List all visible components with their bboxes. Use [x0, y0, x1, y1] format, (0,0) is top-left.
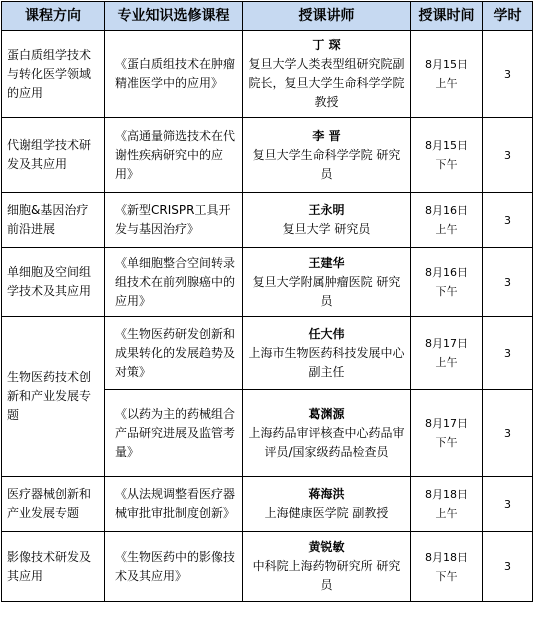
- time-cell: [411, 317, 483, 390]
- course-cell: 《以药为主的药械组合产品研究进展及监管考量》: [105, 390, 243, 477]
- period: 上午: [435, 77, 458, 90]
- lecturer-name: 任大伟: [308, 326, 345, 341]
- date: 8月18日: [425, 550, 468, 564]
- course-cell: 《从法规调整看医疗器械审批审批制度创新》: [105, 477, 243, 532]
- header-row: [2, 2, 533, 31]
- lecturer-name: 李 晋: [312, 128, 341, 143]
- lecturer-cell: [243, 118, 411, 193]
- lecturer-title: 复旦大学附属肿瘤医院 研究员: [252, 274, 401, 308]
- time-cell: [411, 477, 483, 532]
- course-cell: 《蛋白质组技术在肿瘤精准医学中的应用》: [105, 31, 243, 118]
- date: 8月18日: [425, 488, 468, 501]
- table-row: [2, 532, 533, 602]
- direction-cell: 影像技术研发及其应用: [2, 532, 105, 602]
- time-cell: [411, 532, 483, 602]
- header-time: 授课时间: [411, 2, 483, 31]
- date: 8月17日: [425, 417, 468, 430]
- course-cell: 《新型CRISPR工具开发与基因治疗》: [105, 193, 243, 248]
- table-row: [2, 248, 533, 317]
- course-cell: 《高通量筛选技术在代谢性疾病研究中的应用》: [105, 118, 243, 193]
- hours-cell: 3: [483, 477, 533, 532]
- hours-cell: 3: [483, 532, 533, 602]
- course-cell: 《生物医药研发创新和成果转化的发展趋势及对策》: [105, 317, 243, 390]
- hours-cell: 3: [483, 390, 533, 477]
- lecturer-name: 黄锐敏: [308, 540, 345, 554]
- lecturer-title: 复旦大学生命科学学院 研究员: [252, 147, 401, 181]
- time-cell: [411, 118, 483, 193]
- lecturer-cell: [243, 248, 411, 317]
- lecturer-name: 蒋海洪: [308, 487, 345, 501]
- hours-cell: 3: [483, 31, 533, 118]
- table-row: [2, 193, 533, 248]
- hours-cell: 3: [483, 248, 533, 317]
- header-course: 专业知识选修课程: [105, 2, 243, 31]
- table-row: [2, 477, 533, 532]
- lecturer-title: 上海健康医学院 副教授: [264, 506, 389, 520]
- period: 上午: [435, 223, 458, 236]
- period: 下午: [435, 436, 458, 449]
- lecturer-name: 丁 琛: [312, 38, 341, 52]
- lecturer-name: 葛渊源: [308, 406, 345, 421]
- date: 8月17日: [425, 337, 468, 350]
- lecturer-cell: [243, 193, 411, 248]
- lecturer-cell: [243, 477, 411, 532]
- period: 下午: [435, 158, 458, 171]
- course-schedule-table: [1, 1, 533, 602]
- time-cell: [411, 248, 483, 317]
- lecturer-title: 复旦大学 研究员: [282, 222, 371, 236]
- date: 8月15日: [425, 139, 468, 152]
- hours-cell: 3: [483, 317, 533, 390]
- lecturer-cell: [243, 31, 411, 118]
- date: 8月15日: [425, 58, 468, 71]
- period: 上午: [435, 507, 458, 520]
- course-cell: 《单细胞整合空间转录组技术在前列腺癌中的应用》: [105, 248, 243, 317]
- lecturer-cell: [243, 390, 411, 477]
- lecturer-cell: [243, 532, 411, 602]
- direction-cell: 细胞&基因治疗前沿进展: [2, 193, 105, 248]
- hours-cell: 3: [483, 118, 533, 193]
- lecturer-name: 王建华: [308, 255, 345, 270]
- lecturer-name: 王永明: [308, 203, 345, 217]
- table-row: [2, 31, 533, 118]
- table-row: [2, 118, 533, 193]
- time-cell: [411, 390, 483, 477]
- time-cell: [411, 31, 483, 118]
- direction-cell: 单细胞及空间组学技术及其应用: [2, 248, 105, 317]
- lecturer-title: 上海市生物医药科技发展中心 副主任: [248, 345, 405, 379]
- header-direction: 课程方向: [2, 2, 105, 31]
- hours-cell: 3: [483, 193, 533, 248]
- header-lecturer: 授课讲师: [243, 2, 411, 31]
- table-row: [2, 317, 533, 390]
- lecturer-cell: [243, 317, 411, 390]
- direction-cell: 生物医药技术创新和产业发展专题: [2, 317, 105, 477]
- direction-cell: 代谢组学技术研发及其应用: [2, 118, 105, 193]
- header-hours: 学时: [483, 2, 533, 31]
- course-cell: 《生物医药中的影像技术及其应用》: [105, 532, 243, 602]
- period: 下午: [435, 285, 458, 298]
- direction-cell: 蛋白质组学技术与转化医学领域的应用: [2, 31, 105, 118]
- date: 8月16日: [425, 266, 468, 279]
- date: 8月16日: [425, 204, 468, 217]
- lecturer-title: 复旦大学人类表型组研究院副院长，复旦大学生命科学学院教授: [248, 57, 405, 109]
- lecturer-title: 中科院上海药物研究所 研究员: [252, 559, 401, 592]
- time-cell: [411, 193, 483, 248]
- period: 下午: [435, 569, 458, 583]
- period: 上午: [435, 356, 458, 369]
- lecturer-title: 上海药品审评核查中心药品审评员/国家级药品检查员: [248, 425, 405, 459]
- direction-cell: 医疗器械创新和产业发展专题: [2, 477, 105, 532]
